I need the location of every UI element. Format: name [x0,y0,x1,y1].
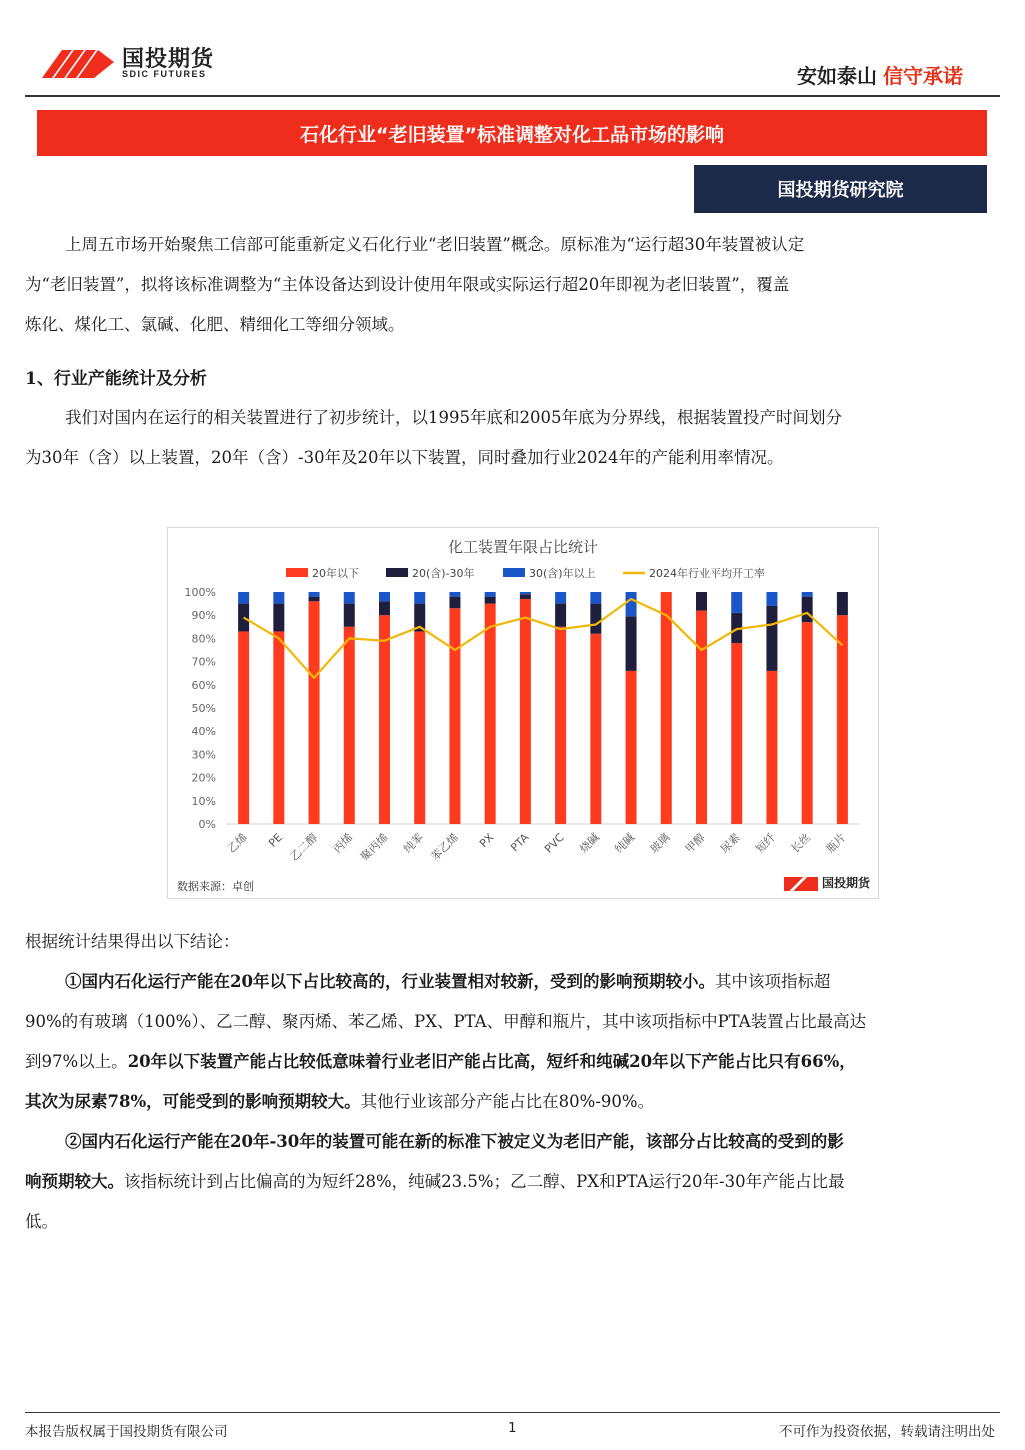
x-tick-label: 瓶片 [823,830,849,856]
bar-segment [696,611,707,824]
bar-segment [414,631,425,824]
y-tick-label: 10% [191,794,216,808]
bar-segment [414,592,425,604]
chart-logo [784,874,870,891]
company-logo [42,42,242,82]
intro-line: 为“老旧装置”，拟将该标准调整为“主体设备达到设计使用年限或实际运行超20年即视为老旧装置”，覆盖 [25,275,790,294]
x-tick-label: 乙烯 [224,830,250,856]
bar-segment [520,599,531,824]
legend-swatch [503,568,525,577]
utilization-line [244,599,843,678]
chart-logo-text: 国投期货 [821,876,870,890]
conclusion-1-bold-b: 20年以下装置产能占比较低意味着行业老旧产能占比高，短纤和纯碱20年以下产能占比只有66%， [127,1052,856,1071]
x-tick-label: 尿素 [718,830,743,856]
chart-logo-icon [784,877,818,891]
bar-segment [626,616,637,671]
x-tick-label: 玻璃 [647,830,673,856]
x-tick-label: 长丝 [788,830,814,856]
bar-segment [273,604,284,632]
y-tick-label: 30% [191,748,216,762]
conclusion-line [25,1162,990,1202]
bar-segment [555,604,566,627]
x-tick-label: 甲醇 [682,830,708,856]
bar-segment [273,631,284,824]
bar-segment [379,615,390,824]
bar-segment [802,597,813,623]
bar-segment [485,604,496,824]
page-number: 1 [508,1420,517,1436]
bar-segment [520,594,531,599]
bar-segment [766,606,777,671]
bar-segment [766,592,777,606]
bar-segment [555,592,566,604]
y-tick-label: 70% [191,655,216,669]
slogan-part-1: 安如泰山 [797,64,877,88]
y-tick-label: 0% [198,818,216,831]
x-tick-label: PTA [508,830,532,855]
chart-figure [167,527,879,899]
bar-segment [590,634,601,824]
bar-segment [837,615,848,824]
bar-segment [344,592,355,604]
x-tick-label: PX [477,830,497,851]
x-tick-label: PE [266,830,285,850]
intro-line [25,225,990,265]
conclusion-line: 低。 [25,1212,58,1231]
bar-segment [238,592,249,604]
stacked-bar-chart [168,528,878,898]
y-tick-label: 80% [191,632,216,646]
logo-mark-icon [42,42,114,78]
footer-copyright: 本报告版权属于国投期货有限公司 [25,1424,228,1440]
intro-line-1: 上周五市场开始聚焦工信部可能重新定义石化行业“老旧装置”概念。原标准为“运行超30年装置被认定 [65,235,805,254]
chart-title: 化工装置年限占比统计 [447,538,599,556]
y-tick-label: 100% [184,586,216,599]
conclusion-1-text-b: 到97%以上。 [25,1052,128,1071]
bar-segment [555,627,566,824]
bar-segment [661,592,672,824]
conclusion-block [25,922,990,1242]
conclusion-1-text: 其中该项指标超 [714,972,831,991]
bar-segment [626,671,637,824]
bar-segment [590,604,601,634]
slogan-part-2: 信守承诺 [883,64,963,88]
conclusion-1-bold: ①国内石化运行产能在20年以下占比较高的，行业装置相对较新，受到的影响预期较小。 [65,972,715,991]
x-tick-label: 纯苯 [401,830,426,856]
y-tick-label: 60% [191,678,216,692]
legend-label: 30(含)年以上 [529,567,596,580]
conclusion-line [25,1082,990,1122]
footer-disclaimer: 不可作为投资依据，转载请注明出处 [779,1424,995,1440]
y-tick-label: 50% [191,702,216,715]
legend-swatch [386,568,408,577]
intro-paragraph [25,225,990,345]
x-tick-label: 丙烯 [330,830,356,856]
conclusion-2-text: 该指标统计到占比偏高的为短纤28%，纯碱23.5%；乙二醇、PX和PTA运行20年-30年产能占比最 [124,1172,845,1191]
conclusion-1-bold-c: 其次为尿素78%，可能受到的影响预期较大。 [25,1092,361,1111]
bar-segment [449,592,460,597]
conclusion-line [25,962,990,1002]
bar-segment [766,671,777,824]
bar-segment [520,592,531,594]
bar-segment [379,601,390,615]
section-paragraph [25,398,990,478]
bar-segment [344,604,355,627]
logo-name-cn: 国投期货 [122,46,215,71]
section-line: 为30年（含）以上装置，20年（含）-30年及20年以下装置，同时叠加行业2024年的产能利用率情况。 [25,448,784,467]
conclusion-line: 90%的有玻璃（100%）、乙二醇、聚丙烯、苯乙烯、PX、PTA、甲醇和瓶片，其中该项指标中PTA装置占比最高达 [25,1012,867,1031]
bar-segment [344,627,355,824]
y-tick-label: 20% [191,771,216,785]
bar-segment [449,608,460,824]
conclusion-2-bold: ②国内石化运行产能在20年-30年的装置可能在新的标准下被定义为老旧产能，该部分占比较高的受到的影 [65,1132,844,1151]
x-tick-label: 短纤 [753,830,779,856]
bar-segment [379,592,390,601]
footer-divider [25,1412,1000,1413]
bar-segment [696,592,707,611]
y-tick-label: 90% [191,609,216,623]
legend-swatch [286,568,308,577]
legend-label: 20(含)-30年 [412,567,475,580]
header-divider [25,95,1000,97]
logo-name-en: SDIC FUTURES [122,69,207,79]
department-label: 国投期货研究院 [694,165,987,213]
section-line-1: 我们对国内在运行的相关装置进行了初步统计，以1995年底和2005年底为分界线，根据装置投产时间划分 [65,408,842,427]
bar-segment [731,643,742,824]
conclusion-2-bold-b: 响预期较大。 [25,1172,124,1191]
chart-source: 数据来源：卓创 [177,880,254,893]
bar-segment [238,631,249,824]
bar-segment [309,592,320,597]
x-tick-label: PVC [542,830,567,856]
intro-line: 炼化、煤化工、氯碱、化肥、精细化工等细分领域。 [25,315,405,334]
bar-segment [309,601,320,824]
x-tick-label: 聚丙烯 [358,830,391,864]
conclusion-lead: 根据统计结果得出以下结论： [25,932,240,951]
conclusion-1-text-c: 其他行业该部分产能占比在80%-90%。 [360,1092,655,1111]
bar-segment [837,592,848,615]
slogan [797,60,963,89]
bar-segment [802,622,813,824]
legend-label: 20年以下 [312,567,359,580]
conclusion-line [25,1042,990,1082]
section-heading: 1、行业产能统计及分析 [25,369,207,389]
bar-segment [309,597,320,602]
x-tick-label: 苯乙烯 [428,830,462,864]
bar-segment [731,592,742,613]
x-tick-label: 纯碱 [612,830,638,856]
bar-segment [590,592,601,604]
bar-segment [485,592,496,597]
bar-segment [626,592,637,616]
bar-segment [485,597,496,604]
bar-segment [802,592,813,597]
y-tick-label: 40% [191,725,216,739]
bar-segment [273,592,284,604]
conclusion-line [25,1122,990,1162]
bar-segment [449,597,460,609]
x-tick-label: 乙二醇 [287,830,321,864]
report-title: 石化行业“老旧装置”标准调整对化工品市场的影响 [37,110,987,156]
x-tick-label: 烧碱 [577,830,602,856]
legend-label: 2024年行业平均开工率 [649,567,765,580]
section-line [25,398,990,438]
